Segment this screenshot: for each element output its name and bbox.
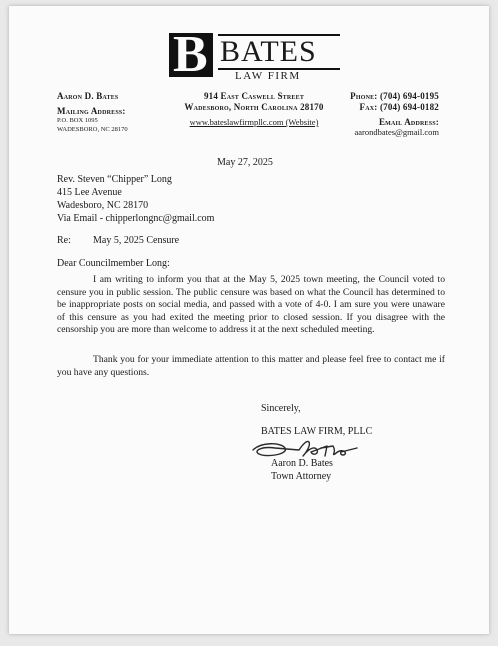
street-address: 914 East Caswell Street [203, 91, 305, 101]
letter-date: May 27, 2025 [217, 157, 273, 168]
recipient-line: 415 Lee Avenue [57, 187, 122, 198]
fax: Fax: (704) 694-0182 [359, 102, 439, 112]
body-paragraph-1: I am writing to inform you that at the May 5, 2025 town meeting, the Council voted to censure you in public session. The public censure was based on what the Council has determined to be inappropriate posts on social media, and passed with a vote of 4-0. I am sure you were unaware of this censure as you had exited the meeting prior to closed session. If you disagree with the censorship you are more than welcome to address it at the next scheduled meeting. [57, 274, 445, 335]
firm-logo [169, 26, 339, 83]
signer-name: Aaron D. Bates [271, 458, 333, 469]
re-subject: May 5, 2025 Censure [93, 235, 180, 246]
closing: Sincerely, [261, 403, 301, 414]
letter-page [9, 6, 489, 634]
firm-signature-block: BATES LAW FIRM, PLLC [261, 426, 373, 437]
recipient-line: Via Email - chipperlongnc@gmail.com [57, 213, 215, 224]
logo-subtitle: LAW FIRM [235, 70, 301, 82]
body-paragraph-2: Thank you for your immediate attention to this matter and please feel free to contact me if you have any questions. [57, 354, 445, 378]
website-link[interactable]: www.bateslawfirmpllc.com (Website) [189, 117, 319, 127]
logo-name: BATES [218, 34, 340, 70]
po-box: P.O. BOX 1095 [57, 117, 98, 124]
mailing-label: Mailing Address: [57, 106, 126, 116]
attorney-name: Aaron D. Bates [57, 91, 119, 101]
mailing-city: WADESBORO, NC 28170 [57, 126, 128, 133]
re-label: Re: [57, 235, 71, 246]
city-address: Wadesboro, North Carolina 28170 [184, 102, 324, 112]
recipient-line: Wadesboro, NC 28170 [57, 200, 149, 211]
recipient-line: Rev. Steven “Chipper” Long [57, 174, 172, 185]
email-label: Email Address: [378, 117, 439, 127]
signer-title: Town Attorney [271, 471, 332, 482]
salutation: Dear Councilmember Long: [57, 258, 170, 269]
logo-mark: B [169, 33, 213, 77]
phone: Phone: (704) 694-0195 [350, 91, 439, 101]
email-address[interactable]: aarondbates@gmail.com [354, 127, 439, 137]
